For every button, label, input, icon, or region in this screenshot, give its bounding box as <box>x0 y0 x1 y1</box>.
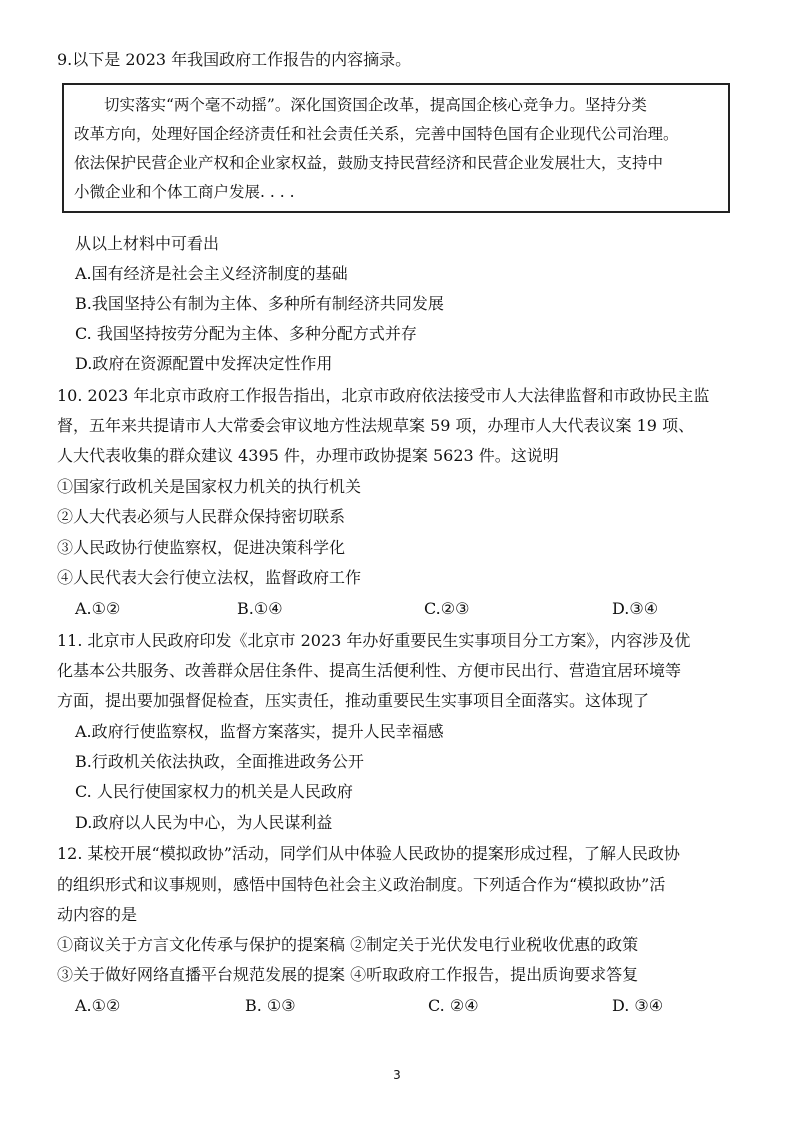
q9-prompt: 从以上材料中可看出 <box>75 234 220 253</box>
q9-excerpt-line-2: 改革方向，处理好国企经济责任和社会责任关系，完善中国特色国有企业现代公司治理。 <box>74 125 679 143</box>
q9-stem: 9.以下是 2023 年我国政府工作报告的内容摘录。 <box>57 50 412 69</box>
q10-stem-line-1: 10. 2023 年北京市政府工作报告指出，北京市政府依法接受市人大法律监督和市政协民主监 <box>57 386 710 405</box>
q9-option-b: B.我国坚持公有制为主体、多种所有制经济共同发展 <box>75 294 444 313</box>
q12-option-c: C. ②④ <box>428 996 479 1015</box>
q11-stem-line-1: 11. 北京市人民政府印发《北京市 2023 年办好重要民生实事项目分工方案》，内容涉及优 <box>57 631 691 650</box>
q10-statement-2: ②人大代表必须与人民群众保持密切联系 <box>57 507 346 526</box>
q10-stem-line-2: 督，五年来共提请市人大常委会审议地方性法规草案 59 项，办理市人大代表议案 19 项、 <box>57 416 695 435</box>
q10-stem-line-3: 人大代表收集的群众建议 4395 件，办理市政协提案 5623 件。这说明 <box>57 446 559 465</box>
q11-option-a: A.政府行使监察权，监督方案落实，提升人民幸福感 <box>75 722 444 741</box>
q11-option-b: B.行政机关依法执政，全面推进政务公开 <box>75 752 364 771</box>
q11-option-d: D.政府以人民为中心，为人民谋利益 <box>75 813 333 832</box>
q10-statement-4: ④人民代表大会行使立法权，监督政府工作 <box>57 568 362 587</box>
q11-option-c: C. 人民行使国家权力的机关是人民政府 <box>75 782 353 801</box>
q10-option-a: A.①② <box>75 599 121 618</box>
q12-stem-line-1: 12. 某校开展“模拟政协”活动，同学们从中体验人民政协的提案形成过程，了解人民政协 <box>57 844 680 863</box>
q12-statement-line-1: ①商议关于方言文化传承与保护的提案稿 ②制定关于光伏发电行业税收优惠的政策 <box>57 935 639 954</box>
q12-option-a: A.①② <box>75 996 121 1015</box>
q12-option-b: B. ①③ <box>245 996 296 1015</box>
q9-excerpt-line-4: 小微企业和个体工商户发展. . . . <box>74 183 295 201</box>
q9-option-c: C. 我国坚持按劳分配为主体、多种分配方式并存 <box>75 324 417 343</box>
q9-excerpt-box <box>62 83 730 213</box>
q10-statement-3: ③人民政协行使监察权，促进决策科学化 <box>57 538 346 557</box>
q9-option-d: D.政府在资源配置中发挥决定性作用 <box>75 354 333 373</box>
page-number: 3 <box>393 1068 401 1082</box>
q9-option-a: A.国有经济是社会主义经济制度的基础 <box>75 264 348 283</box>
q10-option-c: C.②③ <box>424 599 470 618</box>
q9-excerpt-line-3: 依法保护民营企业产权和企业家权益，鼓励支持民营经济和民营企业发展壮大，支持中 <box>74 154 664 172</box>
q9-excerpt-line-1: 切实落实“两个毫不动摇”。深化国资国企改革，提高国企核心竞争力。坚持分类 <box>104 96 647 114</box>
q10-statement-1: ①国家行政机关是国家权力机关的执行机关 <box>57 477 362 496</box>
q12-stem-line-2: 的组织形式和议事规则，感悟中国特色社会主义政治制度。下列适合作为“模拟政协”活 <box>57 875 666 894</box>
q11-stem-line-2: 化基本公共服务、改善群众居住条件、提高生活便利性、方便市民出行、营造宜居环境等 <box>57 661 682 680</box>
q10-option-b: B.①④ <box>237 599 283 618</box>
q12-stem-line-3: 动内容的是 <box>57 905 138 924</box>
q12-statement-line-2: ③关于做好网络直播平台规范发展的提案 ④听取政府工作报告，提出质询要求答复 <box>57 965 639 984</box>
q11-stem-line-3: 方面，提出要加强督促检查，压实责任，推动重要民生实事项目全面落实。这体现了 <box>57 691 650 710</box>
q12-option-d: D. ③④ <box>612 996 664 1015</box>
q10-option-d: D.③④ <box>612 599 659 618</box>
